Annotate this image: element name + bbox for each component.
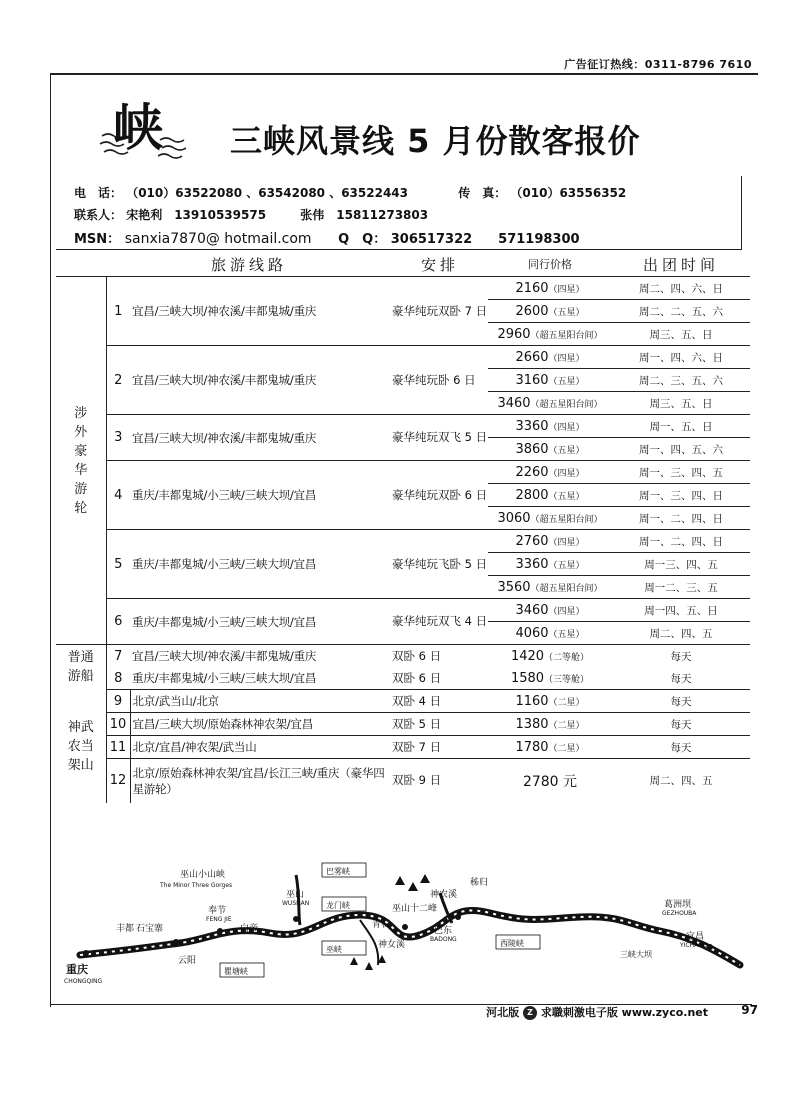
route-number: 5 [106,530,130,599]
map-small-gorges-en: The Minor Three Gorges [160,882,233,889]
map-guanzi: 青石 [372,920,391,930]
dates-cell: 每天 [612,690,750,713]
table-row [56,277,750,300]
table-row [56,346,750,369]
table-header-row [56,252,750,277]
person-1: 宋艳利 13910539575 [126,208,267,222]
dates-cell: 周一、二、四、日 [612,507,750,530]
route-arrangement: 双卧 6 日 [392,670,442,685]
route-arrangement: 豪华纯玩双卧 6 日 [392,461,488,530]
ad-hotline: 广告征订热线：0311-8796 7610 [564,58,752,71]
price-cell: 2780 元 [488,759,612,803]
contact-bottom-rule [56,249,742,250]
price-cell: 3460（四星） [488,599,612,622]
price-cell: 2260（四星） [488,461,612,484]
route-name: 宜昌/三峡大坝/神农溪/丰都鬼城/重庆 [132,304,317,318]
map-wuxia: 巫峡 [326,945,342,954]
dates-cell: 每天 [612,736,750,759]
logo-character: 峡 [113,98,163,157]
route-arrangement: 豪华纯玩飞卧 5 日 [392,530,488,599]
map-gezhouba: 葛洲坝 [664,900,692,910]
table-row [56,736,750,759]
map-shennvxi: 神女溪 [378,940,406,950]
phone-label: 电 话： [74,186,123,200]
qq-label: Q Q： [338,232,387,247]
publisher-badge-icon: Z [523,1006,537,1020]
left-rule [50,73,51,1007]
header-price: 同行价格 [488,252,612,277]
contact-phone-row [74,184,626,201]
map-yichang: 宜昌 [686,932,705,942]
dates-cell: 周二、二、五、六 [612,300,750,323]
table-row [56,530,750,553]
map-xiling: 西陵峡 [500,939,524,948]
price-cell: 3560（超五星阳台间） [488,576,612,599]
dates-cell: 周二、三、五、六 [612,369,750,392]
table-row [56,759,750,803]
map-longmen: 龙门峡 [326,901,350,910]
dates-cell: 周二、四、六、日 [639,282,723,295]
map-zigui: 秭归 [470,878,489,888]
contact-right-rule [741,176,742,250]
route-name: 北京/武当山/北京 [130,690,392,713]
route-arrangement: 豪华纯玩双飞 5 日 [392,415,488,461]
map-badong-en: BADONG [430,936,457,943]
route-name: 重庆/丰都鬼城/小三峡/三峡大坝/宜昌 [132,671,317,685]
dates-cell: 每天 [612,713,750,736]
footer-edition: 河北版 [486,1006,523,1019]
footer-site: 求職刺激电子版 www.zyco.net [537,1006,708,1019]
table-row [56,667,750,690]
route-arrangement: 双卧 9 日 [392,759,488,803]
dates-cell: 周二、四、五 [612,622,750,645]
route-number: 8 [114,670,123,686]
price-cell: 1160（二星） [488,690,612,713]
map-shennong: 神农溪 [430,890,458,900]
header-dates: 出团时间 [612,252,750,277]
map-small-gorges: 巫山小山峡 [180,870,226,880]
route-number: 12 [106,759,130,803]
table-row [56,645,750,668]
map-fengdu: 丰都 [116,924,135,934]
route-number: 1 [114,303,123,319]
price-cell: 3060（超五星阳台间） [488,507,612,530]
route-number: 9 [106,690,130,713]
category-shennongjia: 神武农当架山 [56,690,106,803]
dates-cell: 每天 [612,645,750,668]
map-wushan12: 巫山十二峰 [392,904,438,914]
top-rule [50,73,758,75]
route-number: 7 [106,645,130,668]
map-wushan-en: WUSHAN [282,900,310,907]
dates-cell: 周一、五、日 [612,415,750,438]
qq-value: 306517322 571198300 [390,232,580,247]
price-cell: 2660（四星） [488,346,612,369]
price-cell: 2960（超五星阳台间） [488,323,612,346]
route-name: 宜昌/三峡大坝/神农溪/丰都鬼城/重庆 [130,346,392,415]
category-regular: 普通游船 [56,645,106,690]
route-arrangement: 豪华纯玩双飞 4 日 [392,599,488,645]
map-shibaozhai: 石宝寨 [136,924,164,934]
map-wushan: 巫山 [286,890,305,900]
table-row [56,599,750,622]
dates-cell: 周一、四、五、六 [612,438,750,461]
route-arrangement: 双卧 5 日 [392,713,488,736]
map-fengjie: 奉节 [208,906,227,916]
map-yichang-en: YICHANG [680,942,708,949]
person-label: 联系人： [74,208,123,222]
msn-value: sanxia7870@ hotmail.com [124,231,312,247]
map-yunyang: 云阳 [178,956,197,966]
map-fengjie-en: FENG JIE [206,916,232,923]
person-2: 张伟 15811273803 [300,208,429,222]
fax-label: 传 真： [458,186,507,200]
route-name: 宜昌/三峡大坝/原始森林神农架/宜昌 [130,713,392,736]
price-cell: 1580（三等舱） [510,670,590,686]
tour-price-table [56,252,750,803]
map-chongqing-en: CHONGQING [64,978,103,985]
route-number: 2 [106,346,130,415]
dates-cell: 周一、二、四、日 [612,530,750,553]
map-baidi: 白帝 [240,924,259,934]
dates-cell: 每天 [670,672,692,685]
page-title: 三峡风景线 5 月份散客报价 [230,122,641,160]
dates-cell: 周一、三、四、日 [612,484,750,507]
route-name: 重庆/丰都鬼城/小三峡/三峡大坝/宜昌 [130,599,392,645]
phone-value: （010）63522080 、63542080 、63522443 [126,186,408,200]
footer-credit [486,1004,708,1020]
map-badong: 巴东 [434,926,453,936]
route-arrangement: 双卧 6 日 [392,645,488,668]
route-number: 4 [106,461,130,530]
price-cell: 4060（五星） [488,622,612,645]
route-name: 宜昌/三峡大坝/神农溪/丰都鬼城/重庆 [130,645,392,668]
dates-cell: 周三、五、日 [612,392,750,415]
route-name: 重庆/丰都鬼城/小三峡/三峡大坝/宜昌 [130,530,392,599]
category-luxury: 涉外豪华游轮 [56,277,106,645]
contact-msn-row [74,228,580,247]
price-cell: 2160（四星） [515,280,585,296]
page-number: 97 [741,1003,758,1017]
price-cell: 3860（五星） [488,438,612,461]
price-cell: 2800（五星） [488,484,612,507]
price-cell: 1780（二星） [488,736,612,759]
route-name: 宜昌/三峡大坝/神农溪/丰都鬼城/重庆 [130,415,392,461]
table-row [56,415,750,438]
table-row [56,461,750,484]
table-row [56,713,750,736]
price-cell: 1420（二等舱） [488,645,612,668]
route-number: 10 [106,713,130,736]
map-gezhouba-en: GEZHOUBA [662,910,697,917]
header-arrangement: 安排 [392,252,488,277]
dates-cell: 周二、四、五 [612,759,750,803]
contact-person-row [74,206,428,223]
dates-cell: 周一二、三、五 [612,576,750,599]
route-arrangement: 双卧 4 日 [392,690,488,713]
dates-cell: 周一、四、六、日 [612,346,750,369]
route-arrangement: 豪华纯玩双卧 7 日 [392,303,488,318]
map-dachang: 巴雾峡 [326,867,350,876]
price-cell: 2600（五星） [488,300,612,323]
route-arrangement: 豪华纯玩卧 6 日 [392,346,488,415]
dates-cell: 周一三、四、五 [612,553,750,576]
price-cell: 3160（五星） [488,369,612,392]
price-cell: 3360（五星） [488,553,612,576]
yangtze-route-map [60,855,750,1003]
header-route: 旅游线路 [106,252,392,277]
map-chongqing: 重庆 [66,963,88,976]
dates-cell: 周三、五、日 [612,323,750,346]
price-cell: 1380（二星） [488,713,612,736]
dates-cell: 周一、三、四、五 [612,461,750,484]
price-cell: 3460（超五星阳台间） [488,392,612,415]
msn-label: MSN： [74,232,121,247]
route-number: 11 [106,736,130,759]
table-row [56,690,750,713]
price-cell: 2760（四星） [488,530,612,553]
route-number: 6 [106,599,130,645]
map-qutang: 瞿塘峡 [224,967,248,976]
fax-value: （010）63556352 [510,186,627,200]
route-arrangement: 双卧 7 日 [392,736,488,759]
route-name: 北京/原始森林神农架/宜昌/长江三峡/重庆（豪华四星游轮） [130,759,392,803]
route-number: 3 [106,415,130,461]
route-name: 重庆/丰都鬼城/小三峡/三峡大坝/宜昌 [130,461,392,530]
price-cell: 3360（四星） [488,415,612,438]
map-sanxia-dam: 三峡大坝 [620,950,652,959]
dates-cell: 周一四、五、日 [612,599,750,622]
route-name: 北京/宜昌/神农架/武当山 [130,736,392,759]
